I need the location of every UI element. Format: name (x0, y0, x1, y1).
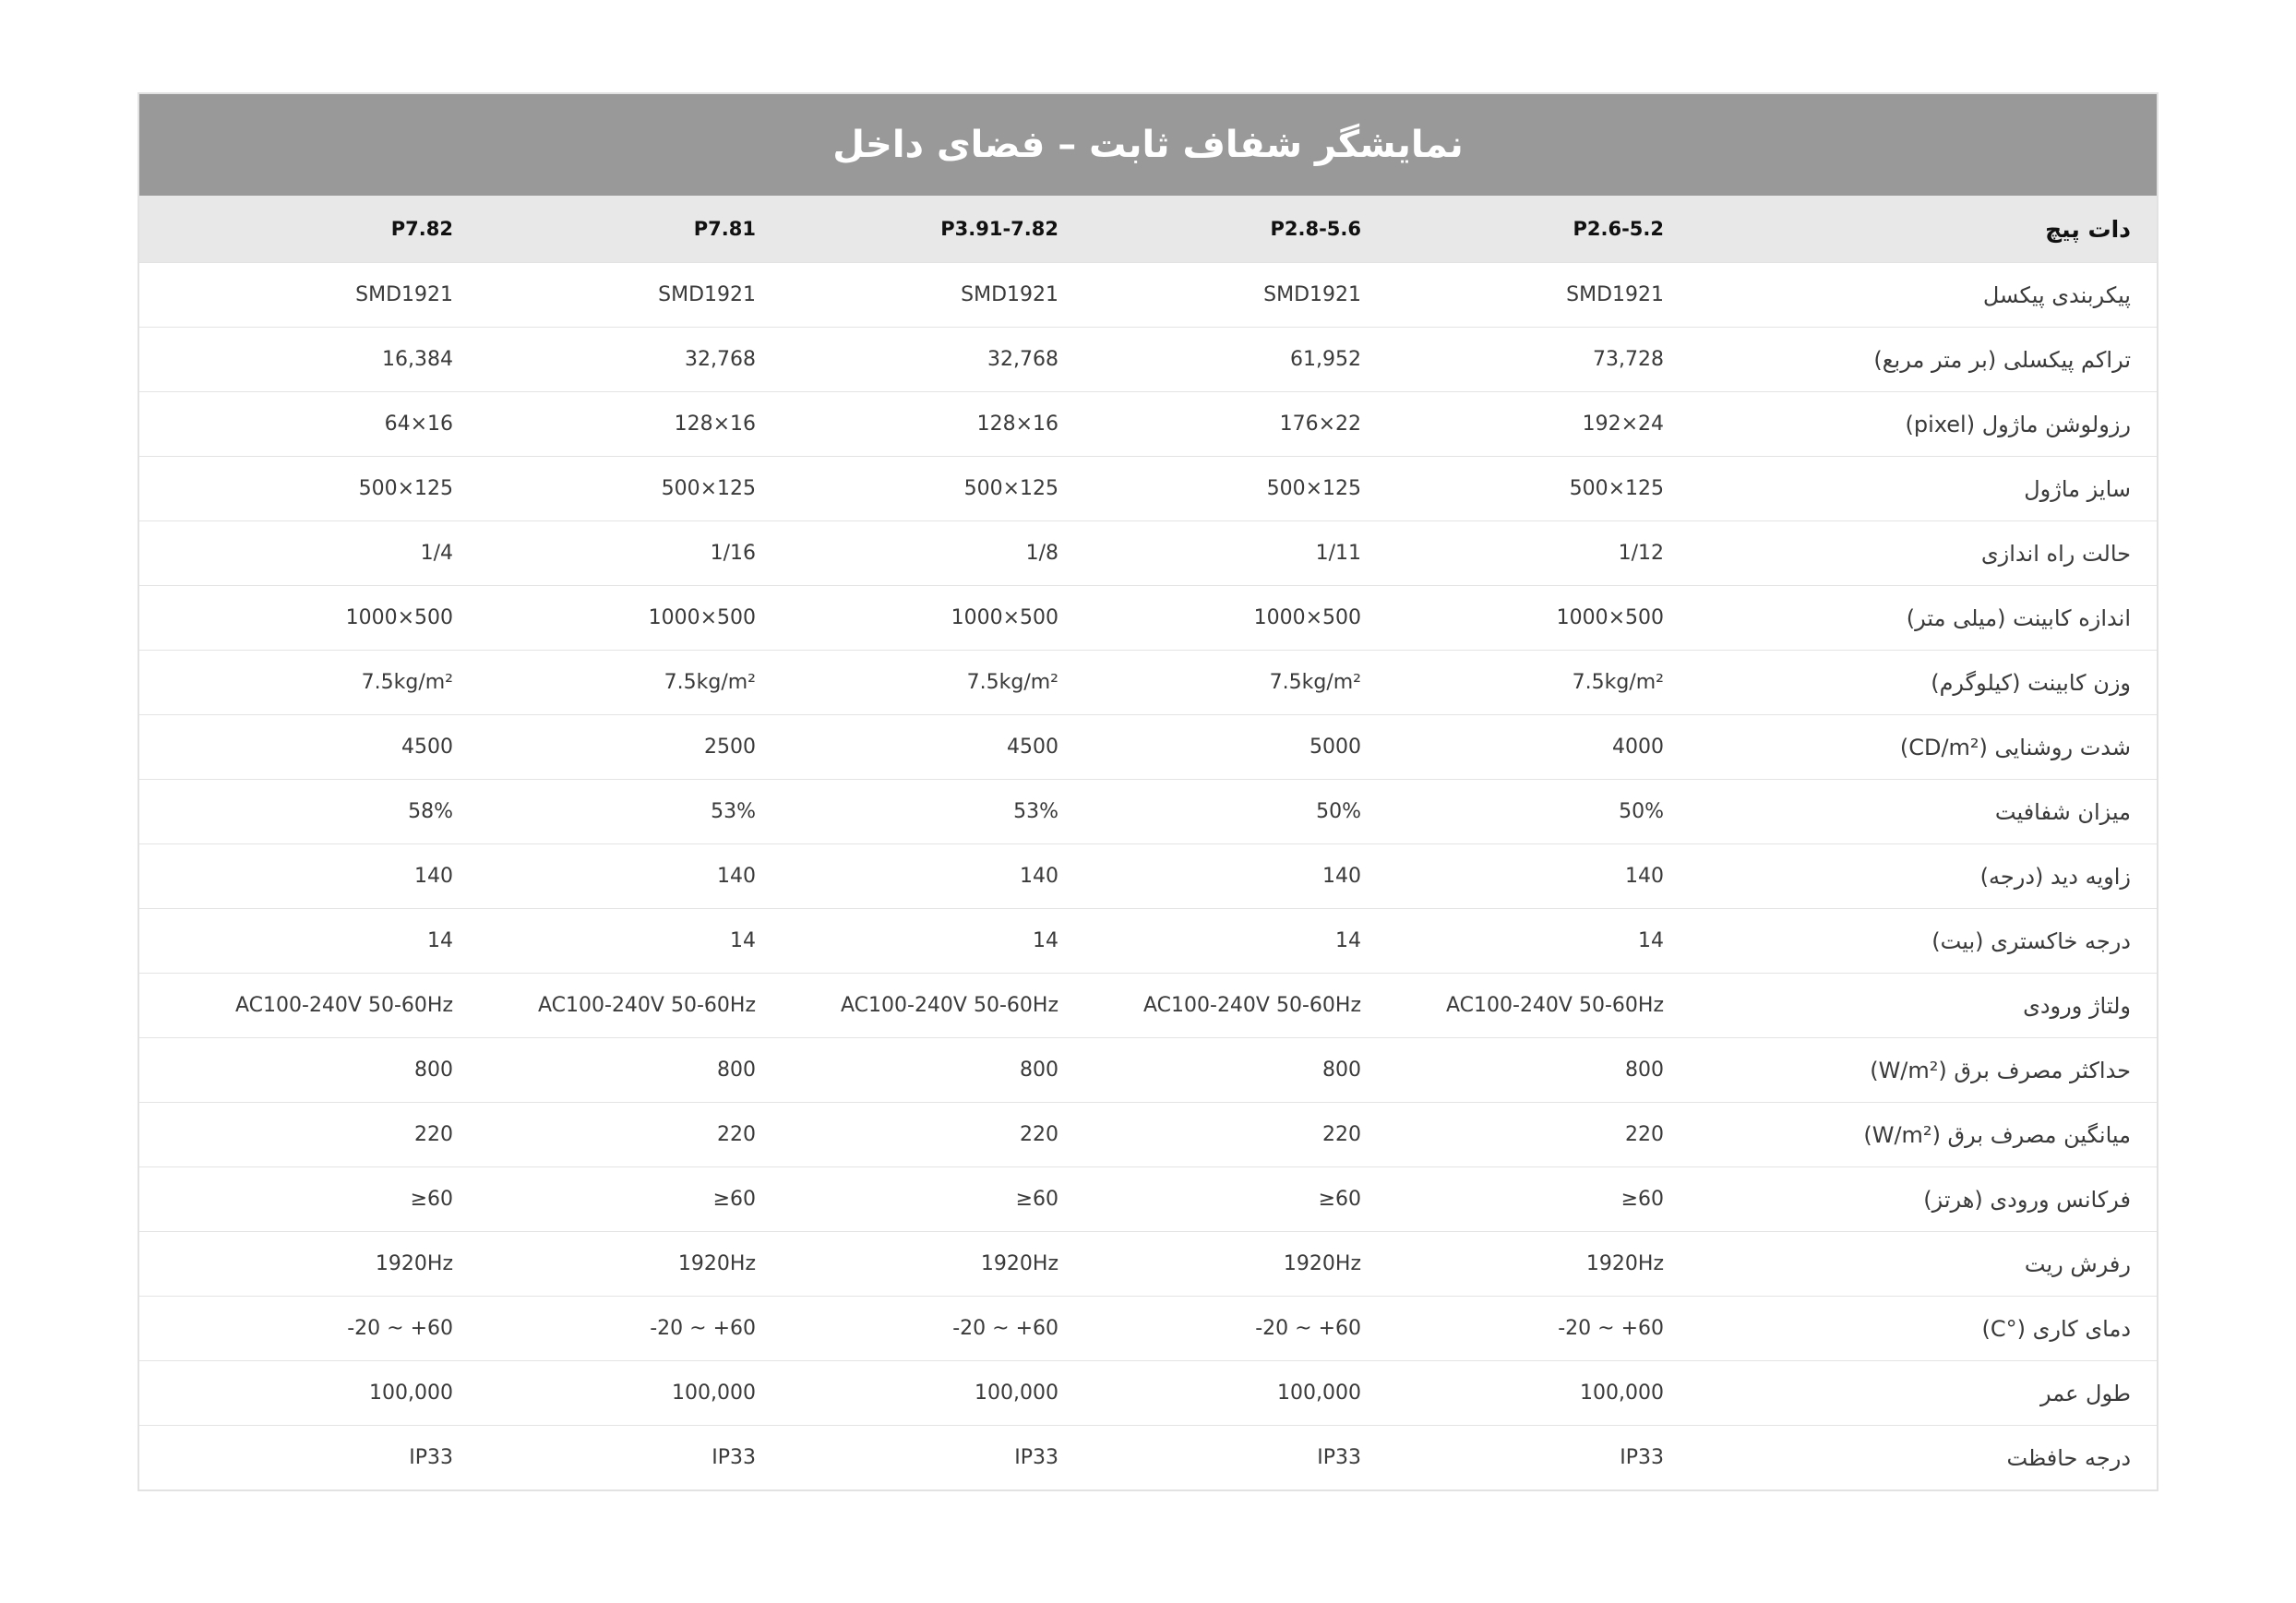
table-cell: 100,000 (1277, 1382, 1361, 1405)
table-cell: IP33 (1317, 1446, 1361, 1469)
table-cell: 800 (1020, 1059, 1058, 1082)
table-cell: 800 (1322, 1059, 1361, 1082)
table-cell: 7.5kg/m² (664, 671, 756, 694)
table-cell: 100,000 (672, 1382, 756, 1405)
column-header: P3.91-7.82 (940, 218, 1058, 240)
table-cell: 1000×500 (951, 606, 1058, 629)
table-cell: 220 (717, 1123, 756, 1146)
table-cell: 500×125 (1266, 477, 1361, 500)
table-cell: 4500 (401, 736, 453, 759)
table-cell: 176×22 (1279, 413, 1361, 436)
table-cell: IP33 (1014, 1446, 1058, 1469)
table-cell: 14 (730, 929, 756, 952)
row-label: میانگین مصرف برق (W/m²) (1863, 1121, 2131, 1148)
table-row (139, 1102, 2157, 1166)
row-label: دمای کاری (°C) (1981, 1315, 2131, 1342)
table-cell: 53% (711, 800, 756, 823)
table-cell: 1920Hz (1283, 1252, 1361, 1275)
table-cell: 58% (408, 800, 453, 823)
table-cell: 220 (1020, 1123, 1058, 1146)
header-row (139, 196, 2157, 262)
table-cell: 1/8 (1025, 542, 1058, 565)
table-cell: 1920Hz (1585, 1252, 1664, 1275)
table-cell: 7.5kg/m² (1572, 671, 1664, 694)
table-cell: 14 (1638, 929, 1664, 952)
table-cell: 1/11 (1315, 542, 1361, 565)
table-cell: 800 (1625, 1059, 1664, 1082)
table-cell: 14 (1033, 929, 1058, 952)
table-cell: IP33 (409, 1446, 453, 1469)
table-cell: AC100-240V 50-60Hz (840, 994, 1058, 1017)
row-label: ولتاژ ورودی (2023, 992, 2131, 1019)
column-header: P7.82 (390, 218, 453, 240)
table-cell: 100,000 (975, 1382, 1058, 1405)
table-cell: SMD1921 (961, 283, 1058, 306)
table-cell: ≥60 (712, 1188, 756, 1211)
column-header: P2.6-5.2 (1573, 218, 1664, 240)
row-label: حالت راه اندازی (1980, 540, 2131, 567)
table-cell: 192×24 (1582, 413, 1664, 436)
table-cell: IP33 (712, 1446, 756, 1469)
table-cell: 14 (1335, 929, 1361, 952)
table-cell: 7.5kg/m² (1269, 671, 1361, 694)
table-cell: 1/12 (1618, 542, 1664, 565)
table-cell: 140 (717, 865, 756, 888)
table-cell: 1920Hz (980, 1252, 1058, 1275)
table-row (139, 1425, 2157, 1489)
table-cell: 1000×500 (1253, 606, 1361, 629)
table-cell: 4500 (1007, 736, 1058, 759)
table-cell: 220 (414, 1123, 453, 1146)
row-label: زاویه دید (درجه) (1979, 863, 2131, 890)
table-cell: 800 (414, 1059, 453, 1082)
table-cell: 500×125 (963, 477, 1058, 500)
table-cell: 800 (717, 1059, 756, 1082)
table-row (139, 1360, 2157, 1425)
table-cell: -20 ~ +60 (650, 1317, 756, 1340)
table-row (139, 779, 2157, 843)
table-cell: 7.5kg/m² (966, 671, 1058, 694)
table-cell: 1/16 (710, 542, 756, 565)
table-cell: 220 (1625, 1123, 1664, 1146)
row-label: رفرش ریت (2024, 1250, 2131, 1277)
table-cell: 140 (414, 865, 453, 888)
table-cell: ≥60 (1318, 1188, 1361, 1211)
table-body (139, 262, 2157, 1489)
table-cell: AC100-240V 50-60Hz (1445, 994, 1664, 1017)
table-cell: 5000 (1309, 736, 1361, 759)
row-label: طول عمر (2039, 1380, 2131, 1406)
table-cell: ≥60 (1620, 1188, 1664, 1211)
table-cell: 140 (1625, 865, 1664, 888)
table-cell: 500×125 (661, 477, 756, 500)
table-cell: 140 (1020, 865, 1058, 888)
table-cell: AC100-240V 50-60Hz (537, 994, 756, 1017)
row-label: سایز ماژول (2024, 475, 2131, 502)
row-label: تراکم پیکسلی (بر متر مربع) (1873, 346, 2131, 373)
table-cell: 140 (1322, 865, 1361, 888)
table-cell: -20 ~ +60 (1255, 1317, 1361, 1340)
table-cell: -20 ~ +60 (347, 1317, 453, 1340)
table-cell: 1/4 (420, 542, 453, 565)
table-cell: 220 (1322, 1123, 1361, 1146)
table-cell: SMD1921 (355, 283, 453, 306)
table-row (139, 908, 2157, 973)
table-cell: 100,000 (1580, 1382, 1664, 1405)
table-row (139, 520, 2157, 585)
table-row (139, 1166, 2157, 1231)
table-cell: SMD1921 (658, 283, 756, 306)
table-cell: 61,952 (1290, 348, 1361, 371)
table-cell: IP33 (1620, 1446, 1664, 1469)
table-row (139, 262, 2157, 327)
row-label: پیکربندی پیکسل (1982, 281, 2131, 308)
table-row (139, 1231, 2157, 1296)
spec-table (138, 92, 2158, 1491)
table-row (139, 650, 2157, 714)
table-cell: 50% (1619, 800, 1664, 823)
table-cell: 4000 (1612, 736, 1664, 759)
table-cell: 1000×500 (345, 606, 453, 629)
table-row (139, 714, 2157, 779)
table-cell: 16,384 (382, 348, 453, 371)
header-label: دات پیچ (2045, 215, 2131, 243)
table-cell: 1000×500 (1556, 606, 1664, 629)
table-cell: SMD1921 (1566, 283, 1664, 306)
table-cell: -20 ~ +60 (1558, 1317, 1664, 1340)
table-cell: 2500 (704, 736, 756, 759)
table-cell: 100,000 (369, 1382, 453, 1405)
table-cell: ≥60 (1015, 1188, 1058, 1211)
row-label: درجه خاکستری (بیت) (1931, 927, 2131, 954)
table-cell: 73,728 (1593, 348, 1664, 371)
table-row (139, 973, 2157, 1037)
table-cell: 1920Hz (677, 1252, 756, 1275)
table-cell: ≥60 (410, 1188, 453, 1211)
table-row (139, 585, 2157, 650)
table-cell: 500×125 (1569, 477, 1664, 500)
table-cell: 50% (1316, 800, 1361, 823)
row-label: حداکثر مصرف برق (W/m²) (1870, 1057, 2131, 1083)
row-label: اندازه کابینت (میلی متر) (1906, 604, 2131, 631)
table-cell: 1920Hz (375, 1252, 453, 1275)
table-row (139, 327, 2157, 391)
table-cell: AC100-240V 50-60Hz (234, 994, 453, 1017)
table-row (139, 1037, 2157, 1102)
row-label: وزن کابینت (کیلوگرم) (1931, 669, 2131, 696)
table-row (139, 843, 2157, 908)
table-cell: 53% (1013, 800, 1058, 823)
column-header: P2.8-5.6 (1270, 218, 1361, 240)
table-cell: SMD1921 (1263, 283, 1361, 306)
table-title: نمایشگر شفاف ثابت – فضای داخل (139, 94, 2157, 196)
row-label: رزولوشن ماژول (pixel) (1905, 411, 2131, 437)
row-label: فرکانس ورودی (هرتز) (1923, 1186, 2131, 1213)
table-cell: AC100-240V 50-60Hz (1142, 994, 1361, 1017)
table-cell: 1000×500 (648, 606, 756, 629)
row-label: شدت روشنایی (CD/m²) (1899, 734, 2131, 760)
row-label: درجه حافظت (2006, 1444, 2131, 1471)
table-row (139, 1296, 2157, 1360)
table-cell: 32,768 (987, 348, 1058, 371)
table-cell: 500×125 (358, 477, 453, 500)
table-row (139, 391, 2157, 456)
table-cell: 128×16 (976, 413, 1058, 436)
table-cell: 7.5kg/m² (361, 671, 453, 694)
table-cell: 32,768 (685, 348, 756, 371)
table-row (139, 456, 2157, 520)
row-label: میزان شفافیت (1994, 798, 2131, 825)
table-cell: -20 ~ +60 (952, 1317, 1058, 1340)
table-cell: 14 (427, 929, 453, 952)
table-cell: 128×16 (674, 413, 756, 436)
column-header: P7.81 (693, 218, 756, 240)
table-cell: 64×16 (384, 413, 453, 436)
